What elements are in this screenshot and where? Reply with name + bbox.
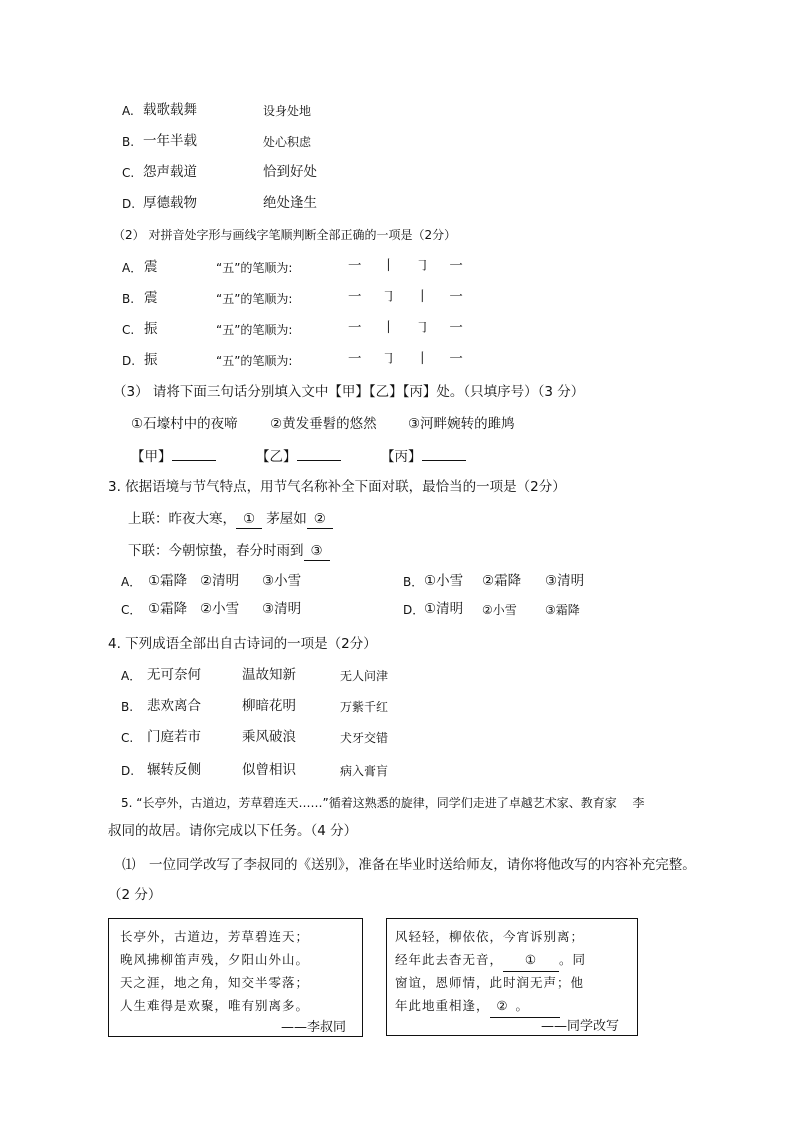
option-item: ①霜降	[148, 601, 188, 617]
rewrite-poem-box	[386, 918, 638, 1036]
option-char: 振	[144, 352, 158, 368]
q3-stem: 3. 依据语境与节气特点，用节气名称补全下面对联，最恰当的一项是（2分）	[108, 479, 566, 495]
couplet-upper	[128, 510, 333, 529]
option-item: 万紫千红	[340, 700, 389, 714]
blank-label: 【乙】	[256, 449, 297, 465]
stroke-sequence: 一 ㇆ 丨 一	[348, 351, 471, 367]
option-word: 设身处地	[263, 104, 312, 118]
option-item: ③霜降	[545, 603, 580, 617]
stroke-label: “五”的笔顺为:	[216, 323, 293, 337]
poem-line	[395, 994, 560, 1018]
blank-label: 【甲】	[131, 449, 172, 465]
couplet-blank-2: ②	[307, 510, 333, 529]
option-word: 恰到好处	[263, 164, 317, 180]
q4-stem: 4. 下列成语全部出自古诗词的一项是（2分）	[108, 636, 377, 652]
poem-line: 长亭外，古道边，芳草碧连天；	[120, 929, 310, 944]
answer-blank[interactable]	[422, 446, 466, 461]
blank-yi	[256, 446, 341, 466]
option-item: 犬牙交错	[340, 731, 389, 745]
phrase-3: ③河畔婉转的雎鸠	[408, 416, 515, 432]
option-item: ②霜降	[482, 573, 522, 589]
poem-blank-2[interactable]: ②	[490, 994, 516, 1018]
option-letter: B.	[121, 700, 134, 714]
poem-line: 天之涯，地之角，知交半零落；	[120, 975, 310, 990]
stroke-label: “五”的笔顺为:	[216, 261, 293, 275]
poem-text: 。同	[559, 952, 587, 967]
option-item: ②小雪	[482, 603, 517, 617]
couplet-blank-3: ③	[304, 542, 330, 561]
option-letter: D.	[121, 764, 135, 778]
option-word: 怨声载道	[143, 164, 197, 180]
option-item: 病入膏肓	[340, 764, 389, 778]
stroke-sequence: 一 丨 ㇆ 一	[348, 320, 471, 336]
option-item: 乘风破浪	[242, 729, 296, 745]
option-item: 无可奈何	[147, 667, 201, 683]
q5-sub1-line2: （2 分）	[108, 887, 162, 903]
option-word: 处心积虑	[263, 135, 312, 149]
option-letter: A．	[121, 669, 142, 683]
option-item: 似曾相识	[242, 762, 296, 778]
option-item: ①霜降	[148, 573, 188, 589]
poem-line	[395, 948, 586, 972]
poem-text: 年此地重相逢，	[395, 998, 490, 1013]
answer-blank[interactable]	[297, 446, 341, 461]
option-item: 悲欢离合	[147, 698, 201, 714]
stroke-sequence: 一 ㇆ 丨 一	[348, 289, 471, 305]
blank-label: 【丙】	[381, 449, 422, 465]
option-letter: A．	[121, 575, 142, 589]
option-letter: D．	[403, 603, 425, 617]
q5-stem-line1: 5. “长亭外，古道边，芳草碧连天……”循着这熟悉的旋律，同学们走进了卓越艺术家、教育家 李	[121, 796, 645, 810]
couplet-blank-1: ①	[236, 510, 262, 529]
phrase-1: ①石壕村中的夜啼	[131, 416, 238, 432]
option-char: 震	[144, 259, 158, 275]
option-item: 无人问津	[340, 669, 389, 683]
poem-author: ——同学改写	[541, 1019, 620, 1034]
option-char: 震	[144, 290, 158, 306]
poem-author: ——李叔同	[281, 1020, 347, 1035]
option-item: ③清明	[545, 573, 585, 589]
answer-blank[interactable]	[172, 446, 216, 461]
couplet-text: 茅屋如	[262, 511, 307, 527]
option-word: 绝处逢生	[263, 195, 317, 211]
option-item: ③清明	[262, 601, 302, 617]
poem-line: 风轻轻，柳依依，今宵诉别离；	[395, 929, 585, 944]
option-letter: D.	[122, 354, 136, 368]
poem-text: 经年此去杳无音，	[395, 952, 504, 967]
option-char: 振	[144, 321, 158, 337]
stroke-label: “五”的笔顺为:	[216, 354, 293, 368]
option-word: 载歌载舞	[143, 102, 197, 118]
option-letter: C.	[121, 731, 134, 745]
option-item: 柳暗花明	[242, 698, 296, 714]
option-word: 一年半载	[143, 133, 197, 149]
option-item: 温故知新	[242, 667, 296, 683]
couplet-text: 上联：昨夜大寒，	[128, 511, 236, 527]
option-letter: B.	[122, 135, 135, 149]
option-item: ①清明	[424, 601, 464, 617]
option-letter: B．	[403, 575, 424, 589]
option-item: ②小雪	[200, 601, 240, 617]
option-item: ③小雪	[262, 573, 302, 589]
option-word: 厚德载物	[143, 195, 197, 211]
option-item: 辗转反侧	[147, 762, 201, 778]
option-letter: B.	[122, 292, 135, 306]
poem-line: 晚风拂柳笛声残，夕阳山外山。	[120, 952, 310, 967]
blank-jia	[131, 446, 216, 466]
poem-line: 窗谊，恩师情，此时润无声；他	[395, 975, 585, 990]
option-letter: C.	[122, 166, 135, 180]
option-letter: C.	[122, 323, 135, 337]
couplet-lower	[128, 542, 330, 561]
q3sub-stem: （3） 请将下面三句话分别填入文中【甲】【乙】【丙】处。（只填序号）（3 分）	[113, 384, 585, 400]
option-letter: A.	[122, 104, 134, 118]
q2-stem: （2） 对拼音处字形与画线字笔顺判断全部正确的一项是（2分）	[113, 228, 457, 242]
blank-bing	[381, 446, 466, 466]
option-letter: D.	[122, 197, 136, 211]
poem-blank-1[interactable]: ①	[503, 948, 559, 972]
poem-line: 人生难得是欢聚，唯有别离多。	[120, 998, 310, 1013]
stroke-label: “五”的笔顺为:	[216, 292, 293, 306]
option-letter: A．	[122, 261, 143, 275]
stroke-sequence: 一 丨 ㇆ 一	[348, 258, 471, 274]
phrase-2: ②黄发垂髫的悠然	[270, 416, 377, 432]
option-item: 门庭若市	[147, 729, 201, 745]
q5-sub1-line1: ⑴ 一位同学改写了李叔同的《送别》，准备在毕业时送给师友，请你将他改写的内容补充完整。	[122, 857, 696, 873]
original-poem-box	[108, 918, 363, 1037]
couplet-text: 下联：今朝惊蛰，春分时雨到	[128, 543, 304, 559]
poem-blank-2-tail: 。	[516, 994, 560, 1018]
option-item: ①小雪	[424, 573, 464, 589]
q5-stem-line2: 叔同的故居。请你完成以下任务。（4 分）	[108, 823, 358, 839]
option-letter: C．	[121, 603, 142, 617]
option-item: ②清明	[200, 573, 240, 589]
